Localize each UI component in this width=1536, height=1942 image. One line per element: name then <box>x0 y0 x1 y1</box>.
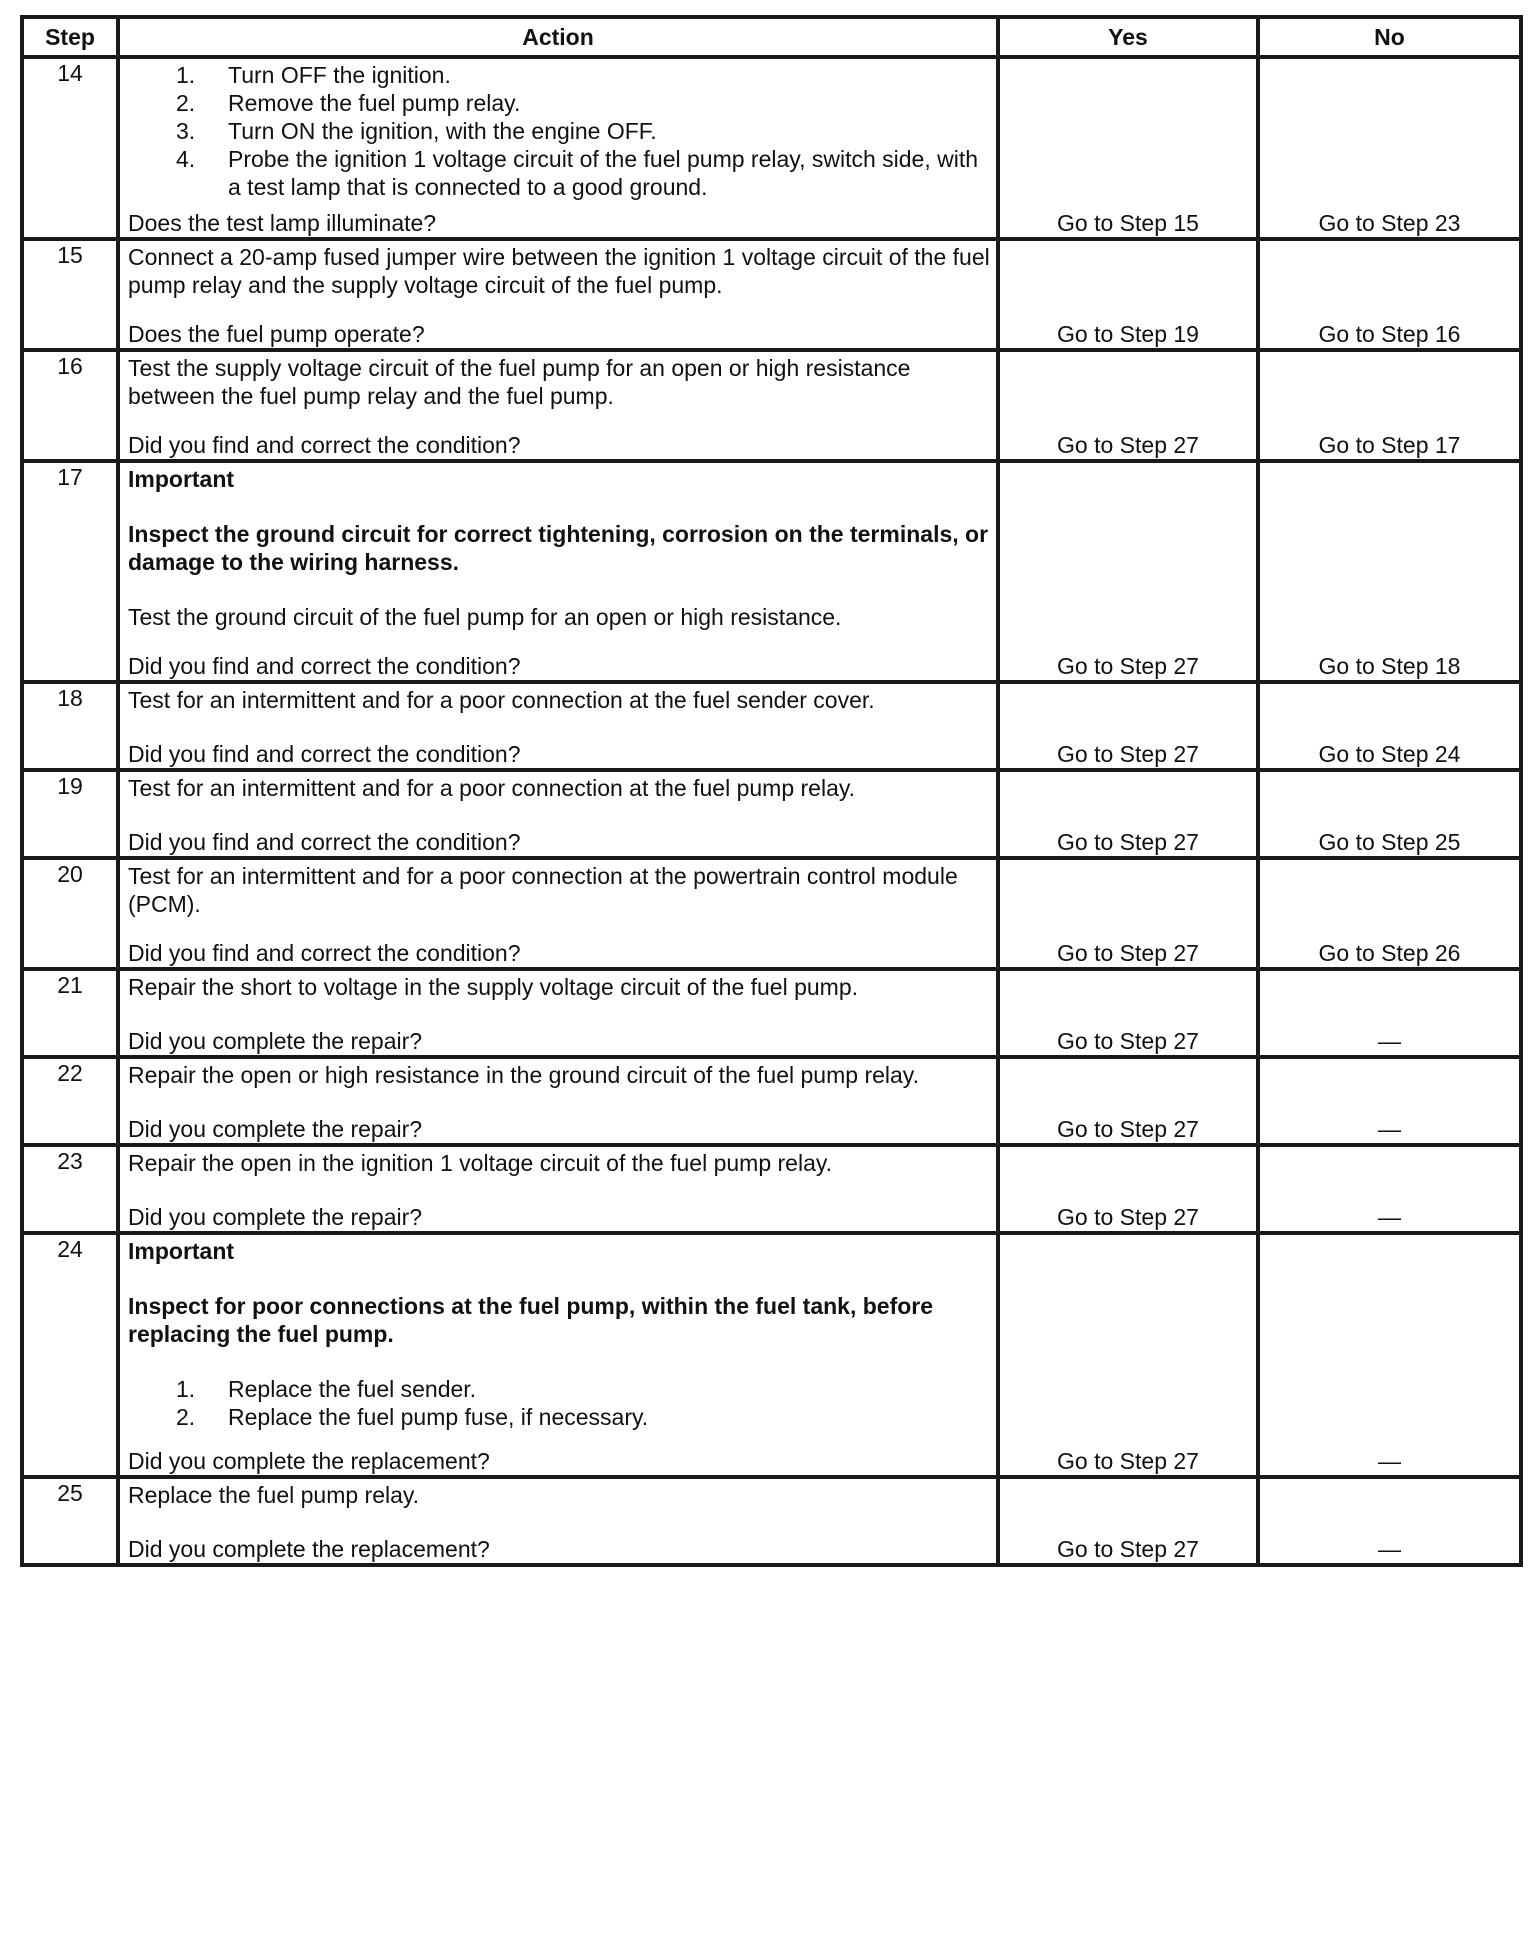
question-text: Does the fuel pump operate? <box>128 321 425 347</box>
action-text: Repair the short to voltage in the supply voltage circuit of the fuel pump. <box>128 974 859 1000</box>
table-row <box>22 1477 1521 1565</box>
no-cell <box>1258 1057 1521 1145</box>
table-row <box>22 350 1521 461</box>
table-row <box>22 858 1521 969</box>
yes-cell <box>998 239 1258 350</box>
yes-cell <box>998 1477 1258 1565</box>
yes-cell <box>998 350 1258 461</box>
question-text: Did you find and correct the condition? <box>128 653 521 679</box>
step-number: 25 <box>22 1477 118 1565</box>
action-cell <box>118 858 998 969</box>
no-cell <box>1258 770 1521 858</box>
no-answer: Go to Step 25 <box>1318 829 1461 855</box>
action-list <box>128 61 990 201</box>
action-cell <box>118 57 998 239</box>
step-number: 19 <box>22 770 118 858</box>
step-number: 20 <box>22 858 118 969</box>
yes-cell <box>998 1233 1258 1477</box>
action-cell <box>118 969 998 1057</box>
table-row <box>22 57 1521 239</box>
action-cell <box>118 350 998 461</box>
no-cell <box>1258 239 1521 350</box>
yes-cell <box>998 461 1258 682</box>
no-cell <box>1258 1233 1521 1477</box>
action-cell <box>118 239 998 350</box>
question-text: Did you complete the replacement? <box>128 1448 490 1474</box>
no-cell <box>1258 682 1521 770</box>
action-cell <box>118 1057 998 1145</box>
no-cell <box>1258 57 1521 239</box>
no-cell <box>1258 461 1521 682</box>
action-cell <box>118 1233 998 1477</box>
header-step: Step <box>22 17 118 57</box>
action-text: Test the ground circuit of the fuel pump for an open or high resistance. <box>128 604 842 630</box>
yes-answer: Go to Step 27 <box>1057 1116 1199 1142</box>
no-answer: — <box>1378 1448 1401 1474</box>
list-item: 2. Remove the fuel pump relay. <box>176 90 521 116</box>
yes-cell <box>998 770 1258 858</box>
yes-answer: Go to Step 27 <box>1057 1536 1199 1562</box>
yes-answer: Go to Step 27 <box>1057 829 1199 855</box>
action-cell <box>118 1145 998 1233</box>
no-cell <box>1258 1145 1521 1233</box>
important-note: Inspect the ground circuit for correct tightening, corrosion on the terminals, or damage to the wiring harness. <box>128 521 989 575</box>
header-row <box>22 17 1521 57</box>
question-text: Did you complete the replacement? <box>128 1536 490 1562</box>
diagnostic-table <box>20 15 1523 1567</box>
header-yes: Yes <box>998 17 1258 57</box>
yes-cell <box>998 57 1258 239</box>
yes-answer: Go to Step 15 <box>1057 210 1199 236</box>
table-row <box>22 969 1521 1057</box>
step-number: 22 <box>22 1057 118 1145</box>
step-number: 16 <box>22 350 118 461</box>
yes-cell <box>998 858 1258 969</box>
step-number: 24 <box>22 1233 118 1477</box>
step-number: 18 <box>22 682 118 770</box>
list-item: 4. Probe the ignition 1 voltage circuit of the fuel pump relay, switch side, with a test lamp that is connected to a good ground. <box>176 146 979 200</box>
table-row <box>22 1057 1521 1145</box>
no-cell <box>1258 858 1521 969</box>
step-number: 17 <box>22 461 118 682</box>
action-list <box>128 1375 990 1431</box>
question-text: Did you complete the repair? <box>128 1116 423 1142</box>
question-text: Did you find and correct the condition? <box>128 432 521 458</box>
yes-cell <box>998 1145 1258 1233</box>
table-row <box>22 1233 1521 1477</box>
action-text: Repair the open or high resistance in the ground circuit of the fuel pump relay. <box>128 1062 919 1088</box>
table-row <box>22 682 1521 770</box>
action-text: Test for an intermittent and for a poor connection at the powertrain control module (PCM). <box>128 863 958 917</box>
no-answer: Go to Step 17 <box>1318 432 1461 458</box>
table-row <box>22 239 1521 350</box>
yes-answer: Go to Step 19 <box>1057 321 1199 347</box>
question-text: Does the test lamp illuminate? <box>128 210 437 236</box>
question-text: Did you find and correct the condition? <box>128 741 521 767</box>
action-text: Test for an intermittent and for a poor connection at the fuel pump relay. <box>128 775 856 801</box>
no-answer: — <box>1378 1536 1401 1562</box>
action-text: Replace the fuel pump relay. <box>128 1482 420 1508</box>
yes-cell <box>998 1057 1258 1145</box>
no-answer: Go to Step 23 <box>1318 210 1461 236</box>
no-answer: — <box>1378 1204 1401 1230</box>
step-number: 14 <box>22 57 118 239</box>
action-cell <box>118 461 998 682</box>
list-item: 1. Replace the fuel sender. <box>176 1376 477 1402</box>
important-note: Inspect for poor connections at the fuel pump, within the fuel tank, before replacing the fuel pump. <box>128 1293 934 1347</box>
yes-answer: Go to Step 27 <box>1057 741 1199 767</box>
table-row <box>22 461 1521 682</box>
yes-answer: Go to Step 27 <box>1057 1204 1199 1230</box>
yes-cell <box>998 969 1258 1057</box>
header-action: Action <box>118 17 998 57</box>
no-cell <box>1258 350 1521 461</box>
list-item: 2. Replace the fuel pump fuse, if necessary. <box>176 1404 649 1430</box>
action-cell <box>118 1477 998 1565</box>
question-text: Did you complete the repair? <box>128 1204 423 1230</box>
question-text: Did you find and correct the condition? <box>128 829 521 855</box>
yes-cell <box>998 682 1258 770</box>
action-cell <box>118 682 998 770</box>
action-text: Repair the open in the ignition 1 voltage circuit of the fuel pump relay. <box>128 1150 833 1176</box>
header-no: No <box>1258 17 1521 57</box>
step-number: 23 <box>22 1145 118 1233</box>
question-text: Did you find and correct the condition? <box>128 940 521 966</box>
step-number: 15 <box>22 239 118 350</box>
yes-answer: Go to Step 27 <box>1057 1448 1199 1474</box>
step-number: 21 <box>22 969 118 1057</box>
yes-answer: Go to Step 27 <box>1057 940 1199 966</box>
no-cell <box>1258 1477 1521 1565</box>
table-row <box>22 770 1521 858</box>
table-row <box>22 1145 1521 1233</box>
yes-answer: Go to Step 27 <box>1057 653 1199 679</box>
important-heading: Important <box>128 466 235 492</box>
no-answer: — <box>1378 1028 1401 1054</box>
action-text: Test the supply voltage circuit of the fuel pump for an open or high resistance between the fuel pump relay and the fuel pump. <box>128 355 911 409</box>
no-cell <box>1258 969 1521 1057</box>
no-answer: — <box>1378 1116 1401 1142</box>
yes-answer: Go to Step 27 <box>1057 432 1199 458</box>
question-text: Did you complete the repair? <box>128 1028 423 1054</box>
action-text: Test for an intermittent and for a poor connection at the fuel sender cover. <box>128 687 875 713</box>
important-heading: Important <box>128 1238 235 1264</box>
action-text: Connect a 20-amp fused jumper wire between the ignition 1 voltage circuit of the fuel pump relay and the supply voltage circuit of the fuel pump. <box>128 244 990 298</box>
yes-answer: Go to Step 27 <box>1057 1028 1199 1054</box>
no-answer: Go to Step 26 <box>1318 940 1461 966</box>
action-cell <box>118 770 998 858</box>
list-item: 3. Turn ON the ignition, with the engine OFF. <box>176 118 657 144</box>
no-answer: Go to Step 16 <box>1318 321 1461 347</box>
no-answer: Go to Step 24 <box>1318 741 1461 767</box>
list-item: 1. Turn OFF the ignition. <box>176 62 451 88</box>
no-answer: Go to Step 18 <box>1318 653 1461 679</box>
